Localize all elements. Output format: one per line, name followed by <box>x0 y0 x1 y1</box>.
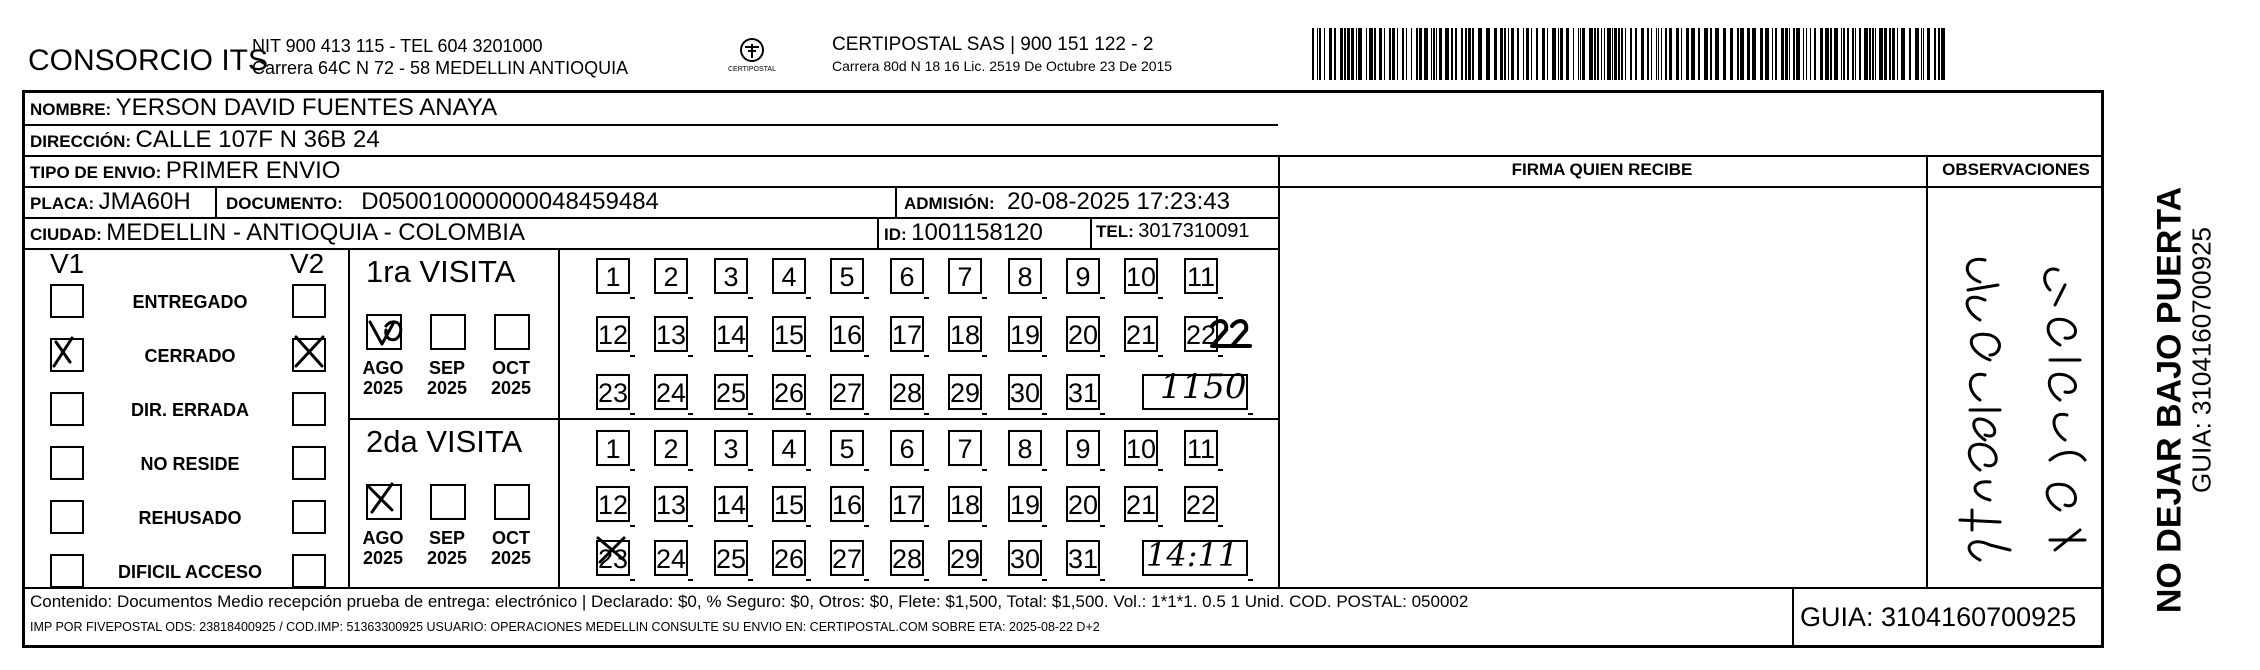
day-cell[interactable]: 4 <box>772 430 806 466</box>
day-cell[interactable]: 23 <box>596 374 630 410</box>
nombre-value: YERSON DAVID FUENTES ANAYA <box>115 94 498 121</box>
admision-value: 20-08-2025 17:23:43 <box>1007 188 1230 215</box>
day-cell[interactable]: 19 <box>1008 316 1042 352</box>
day-cell[interactable]: 9 <box>1066 258 1100 294</box>
v2-label: V2 <box>290 248 325 279</box>
day-cell[interactable]: 6 <box>890 430 924 466</box>
day-cell[interactable]: 9 <box>1066 430 1100 466</box>
day-cell[interactable]: 24 <box>654 540 688 576</box>
day-cell[interactable]: 5 <box>830 258 864 294</box>
day-cell[interactable]: 2 <box>654 258 688 294</box>
day-cell[interactable]: 12 <box>596 316 630 352</box>
day-cell[interactable]: 15 <box>772 316 806 352</box>
nit-line: NIT 900 413 115 - TEL 604 3201000 <box>252 36 543 56</box>
ciudad-label: CIUDAD: <box>30 225 102 244</box>
day-cell[interactable]: 26 <box>772 374 806 410</box>
day-cell[interactable]: 30 <box>1008 374 1042 410</box>
documento-label: DOCUMENTO: <box>226 194 343 213</box>
year-label: 2025 <box>426 378 468 398</box>
day-cell[interactable]: 12 <box>596 486 630 522</box>
year-label: 2025 <box>362 378 404 398</box>
v1-cerrado-mark <box>54 338 72 366</box>
ciudad-value: MEDELLIN - ANTIOQUIA - COLOMBIA <box>106 219 525 246</box>
day-cell[interactable]: 3 <box>714 258 748 294</box>
logo-text: CERTIPOSTAL <box>728 66 776 73</box>
day-cell[interactable]: 25 <box>714 374 748 410</box>
day-cell[interactable]: 29 <box>948 374 982 410</box>
second-visit-month-mark <box>368 484 392 512</box>
day-cell[interactable]: 30 <box>1008 540 1042 576</box>
first-visit-day-mark <box>1212 321 1250 346</box>
year-label: 2025 <box>362 548 404 568</box>
day-cell[interactable]: 21 <box>1124 486 1158 522</box>
day-cell[interactable]: 8 <box>1008 258 1042 294</box>
placa-value: JMA60H <box>98 188 191 215</box>
day-cell[interactable]: 31 <box>1066 540 1100 576</box>
day-cell[interactable]: 14 <box>714 316 748 352</box>
day-cell[interactable]: 16 <box>830 486 864 522</box>
visit-option-label: DIFICIL ACCESO <box>117 562 262 582</box>
day-cell[interactable]: 7 <box>948 258 982 294</box>
visit-option-label: ENTREGADO <box>132 292 248 312</box>
observaciones-header: OBSERVACIONES <box>1942 160 2090 179</box>
day-cell[interactable]: 28 <box>890 374 924 410</box>
tipo-envio-label: TIPO DE ENVIO: <box>30 163 162 182</box>
day-cell[interactable]: 16 <box>830 316 864 352</box>
visit-option-label: NO RESIDE <box>140 454 240 474</box>
day-cell[interactable]: 22 <box>1184 486 1218 522</box>
company-address: Carrera 64C N 72 - 58 MEDELLIN ANTIOQUIA <box>252 58 629 78</box>
day-cell[interactable]: 11 <box>1184 258 1218 294</box>
no-dejar-text: NO DEJAR BAJO PUERTA <box>2150 186 2189 614</box>
day-cell[interactable]: 24 <box>654 374 688 410</box>
second-visit-day-mark <box>598 538 624 562</box>
day-cell[interactable]: 18 <box>948 486 982 522</box>
v2-cerrado-mark <box>296 337 323 366</box>
side-guia: GUIA: 3104160700925 <box>2186 227 2217 493</box>
day-cell[interactable]: 7 <box>948 430 982 466</box>
day-cell[interactable]: 14 <box>714 486 748 522</box>
day-cell[interactable]: 8 <box>1008 430 1042 466</box>
year-label: 2025 <box>426 548 468 568</box>
month-label: OCT <box>492 358 530 378</box>
visit-option-label: DIR. ERRADA <box>130 400 249 420</box>
firma-header: FIRMA QUIEN RECIBE <box>1511 160 1693 179</box>
day-cell[interactable]: 17 <box>890 486 924 522</box>
day-cell[interactable]: 20 <box>1066 486 1100 522</box>
day-cell[interactable]: 1 <box>596 258 630 294</box>
day-cell[interactable]: 18 <box>948 316 982 352</box>
day-cell[interactable]: 22 <box>1184 316 1218 352</box>
tel-label: TEL: <box>1096 222 1134 241</box>
first-visit-time: 1150 <box>1160 367 1247 407</box>
visit-option-label: REHUSADO <box>138 508 242 528</box>
year-label: 2025 <box>490 548 532 568</box>
day-cell[interactable]: 15 <box>772 486 806 522</box>
day-cell[interactable]: 13 <box>654 316 688 352</box>
admision-label: ADMISIÓN: <box>904 194 995 213</box>
month-label: SEP <box>428 358 466 378</box>
direccion-label: DIRECCIÓN: <box>30 132 132 151</box>
visit-option-label: CERRADO <box>144 346 236 366</box>
company-name: CONSORCIO ITS <box>28 44 269 77</box>
day-cell[interactable]: 28 <box>890 540 924 576</box>
certipostal-line: CERTIPOSTAL SAS | 900 151 122 - 2 <box>832 34 1154 55</box>
day-cell[interactable]: 25 <box>714 540 748 576</box>
month-label: OCT <box>492 528 530 548</box>
month-label: AGO <box>362 358 404 378</box>
certipostal-address: Carrera 80d N 18 16 Lic. 2519 De Octubre 23 De 2015 <box>832 58 1173 74</box>
day-cell[interactable]: 2 <box>654 430 688 466</box>
day-cell[interactable]: 3 <box>714 430 748 466</box>
id-label: ID: <box>884 225 907 244</box>
id-value: 1001158120 <box>911 219 1043 246</box>
day-cell[interactable]: 27 <box>830 540 864 576</box>
day-cell[interactable]: 1 <box>596 430 630 466</box>
month-label: AGO <box>362 528 404 548</box>
day-cell[interactable]: 5 <box>830 430 864 466</box>
observation-handwriting-1 <box>1960 259 2010 560</box>
month-label: SEP <box>428 528 466 548</box>
day-cell[interactable]: 10 <box>1124 258 1158 294</box>
day-cell[interactable]: 13 <box>654 486 688 522</box>
day-cell[interactable]: 26 <box>772 540 806 576</box>
direccion-value: CALLE 107F N 36B 24 <box>135 126 380 153</box>
documento-value: D050010000000048459484 <box>361 188 659 215</box>
imp-line: IMP POR FIVEPOSTAL ODS: 23818400925 / COD.IMP: 51363300925 USUARIO: OPERACIONES MEDELLIN CONSULTE SU ENVIO EN: CERTIPOSTAL.COM SOBRE ETA: 2025-08-22 D+2 <box>30 620 1100 634</box>
day-cell[interactable]: 17 <box>890 316 924 352</box>
day-cell[interactable]: 29 <box>948 540 982 576</box>
placa-label: PLACA: <box>30 194 95 213</box>
tel-value: 3017310091 <box>1138 220 1250 242</box>
day-cell[interactable]: 10 <box>1124 430 1158 466</box>
nombre-label: NOMBRE: <box>30 100 112 119</box>
year-label: 2025 <box>490 378 532 398</box>
day-cell[interactable]: 31 <box>1066 374 1100 410</box>
day-cell[interactable]: 23 <box>596 540 630 576</box>
contenido-line: Contenido: Documentos Medio recepción prueba de entrega: electrónico | Declarado: $0, % Seguro: $0, Otros: $0, Flete: $1,500, Total: $1,500. Vol.: 1*1*1. 0.5 1 Unid. COD. POSTAL: 050002 <box>30 592 1469 611</box>
day-cell[interactable]: 11 <box>1184 430 1218 466</box>
second-visit-time: 14:11 <box>1146 536 1239 574</box>
footer-guia: GUIA: 3104160700925 <box>1800 602 2077 632</box>
observation-handwriting-2 <box>2045 269 2085 550</box>
v1-label: V1 <box>50 248 85 279</box>
day-cell[interactable]: 19 <box>1008 486 1042 522</box>
first-visit-title: 1ra VISITA <box>366 254 516 289</box>
first-visit-month-mark <box>370 322 401 344</box>
second-visit-title: 2da VISITA <box>366 424 523 459</box>
day-cell[interactable]: 4 <box>772 258 806 294</box>
day-cell[interactable]: 20 <box>1066 316 1100 352</box>
day-cell[interactable]: 21 <box>1124 316 1158 352</box>
tipo-envio-value: PRIMER ENVIO <box>165 157 341 184</box>
day-cell[interactable]: 27 <box>830 374 864 410</box>
day-cell[interactable]: 6 <box>890 258 924 294</box>
